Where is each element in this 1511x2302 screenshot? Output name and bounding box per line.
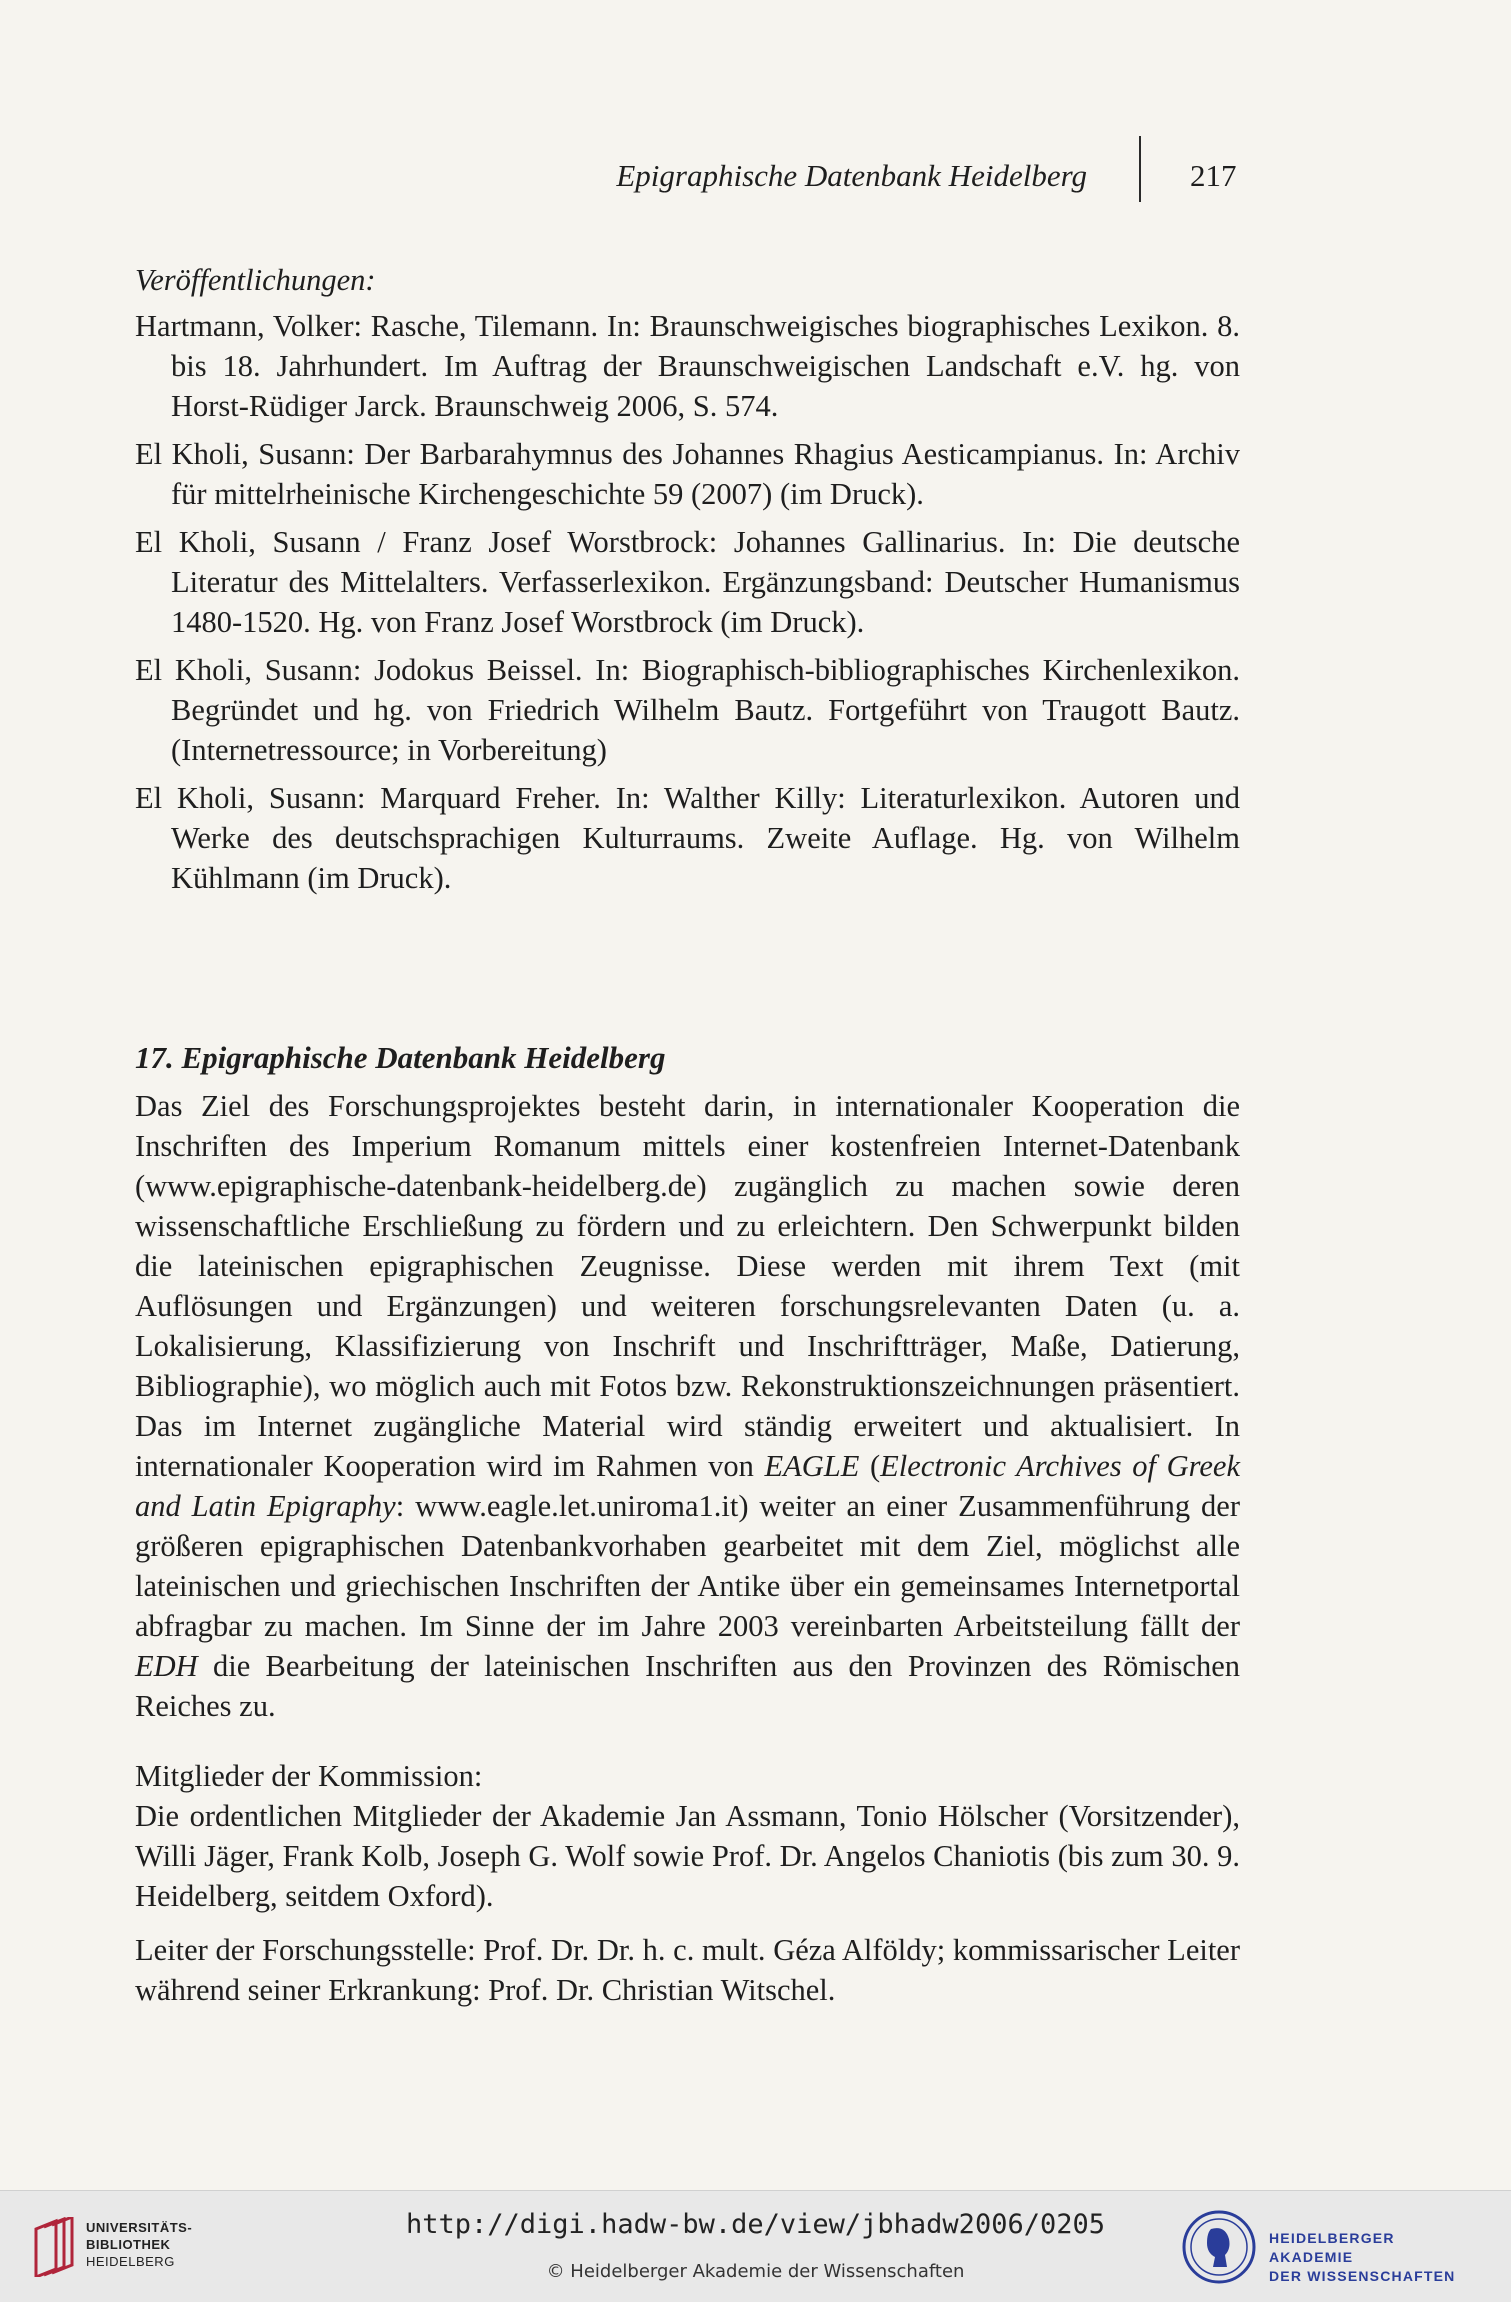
paren-open: ( [859, 1449, 881, 1483]
publications-label: Veröffentlichungen: [135, 263, 376, 297]
paragraph-text: : www.eagle.let.uniroma1.it) weiter an einer Zusammenführung der größeren epigraphischen Datenbankvorhaben gearbeitet mit dem Ziel, möglichst alle lateinischen und griechischen Inschriften der Antike über ein gemeinsames Internetportal abfragbar zu machen. Im Sinne der im Jahre 2003 vereinbarten Arbeitsteilung fällt der [135, 1489, 1241, 1643]
academy-name-line: DER WISSENSCHAFTEN [1269, 2268, 1456, 2284]
academy-name [1269, 2229, 1481, 2286]
academy-logo[interactable] [1181, 2209, 1481, 2285]
paragraph-text: die Bearbeitung der lateinischen Inschriften aus den Provinzen des Römischen Reiches zu. [135, 1649, 1240, 1723]
eagle-acronym: EAGLE [764, 1449, 860, 1483]
academy-name-line: HEIDELBERGER AKADEMIE [1269, 2230, 1395, 2265]
bibliography-entry: El Kholi, Susann: Der Barbarahymnus des Johannes Rhagius Aesticampianus. In: Archiv für mittelrheinische Kirchengeschichte 59 (2007) (im Druck). [135, 437, 1240, 511]
bibliography-entry: El Kholi, Susann: Jodokus Beissel. In: Biographisch-bibliographisches Kirchenlexikon. Begründet und hg. von Friedrich Wilhelm Bautz. Fortgeführt von Traugott Bautz. (Internetressource; in Vorbereitung) [135, 653, 1240, 767]
commission-label: Mitglieder der Kommission: [135, 1759, 483, 1793]
section-heading: 17. Epigraphische Datenbank Heidelberg [135, 1040, 666, 1075]
permalink-url[interactable]: http://digi.hadw-bw.de/view/jbhadw2006/0205 [406, 2209, 1105, 2240]
publications-block [135, 260, 1240, 906]
header-divider [1139, 136, 1141, 202]
copyright-notice: © Heidelberger Akademie der Wissenschaften [546, 2261, 965, 2282]
edh-acronym: EDH [135, 1649, 198, 1683]
library-name-line: UNIVERSITÄTS- [86, 2220, 193, 2235]
section-17 [135, 1038, 1240, 2010]
section-paragraph [135, 1086, 1240, 1726]
eagle-full-name: Electronic Archives of Greek and Latin Epigraphy [135, 1449, 1240, 1523]
research-leader: Leiter der Forschungsstelle: Prof. Dr. Dr. h. c. mult. Géza Alföldy; kommissarischer Leiter während seiner Erkrankung: Prof. Dr. Christian Witschel. [135, 1933, 1240, 2007]
paragraph-text: Das Ziel des Forschungsprojektes besteht darin, in internationaler Kooperation die Inschriften des Imperium Romanum mittels einer kostenfreien Internet-Datenbank (www.epigraphische-datenbank-heidelberg.de) zugänglich zu machen sowie deren wissenschaftliche Erschließung zu fördern und zu erleichtern. Den Schwerpunkt bilden die lateinischen epigraphischen Zeugnisse. Diese werden mit ihrem Text (mit Auflösungen und Ergänzungen) und weiteren forschungsrelevanten Daten (u. a. Lokalisierung, Klassifizierung von Inschrift und Inschriftträger, Maße, Datierung, Bibliographie), wo möglich auch mit Fotos bzw. Rekonstruktionszeichnungen präsentiert. Das im Internet zugängliche Material wird ständig erweitert und aktualisiert. In internationaler Kooperation wird im Rahmen von [135, 1089, 1240, 1483]
footer-bar [0, 2190, 1511, 2302]
bibliography-entry: Hartmann, Volker: Rasche, Tilemann. In: Braunschweigisches biographisches Lexikon. 8. bis 18. Jahrhundert. Im Auftrag der Braunschweigischen Landschaft e.V. hg. von Horst-Rüdiger Jarck. Braunschweig 2006, S. 574. [135, 309, 1240, 423]
page-number: 217 [1190, 158, 1237, 193]
commission-members: Die ordentlichen Mitglieder der Akademie Jan Assmann, Tonio Hölscher (Vorsitzender), Willi Jäger, Frank Kolb, Joseph G. Wolf sowie Prof. Dr. Angelos Chaniotis (bis zum 30. 9. Heidelberg, seitdem Oxford). [135, 1799, 1240, 1913]
running-header [0, 158, 1511, 202]
running-header-title: Epigraphische Datenbank Heidelberg [616, 158, 1087, 193]
bibliography-entry: El Kholi, Susann / Franz Josef Worstbrock: Johannes Gallinarius. In: Die deutsche Literatur des Mittelalters. Verfasserlexikon. Ergänzungsband: Deutscher Humanismus 1480-1520. Hg. von Franz Josef Worstbrock (im Druck). [135, 525, 1240, 639]
library-name-line: HEIDELBERG [86, 2254, 175, 2269]
library-name-line: BIBLIOTHEK [86, 2237, 171, 2252]
bibliography-entry: El Kholi, Susann: Marquard Freher. In: Walther Killy: Literaturlexikon. Autoren und Werke des deutschsprachigen Kulturraums. Zweite Auflage. Hg. von Wilhelm Kühlmann (im Druck). [135, 781, 1240, 895]
academy-seal-icon [1181, 2209, 1257, 2285]
